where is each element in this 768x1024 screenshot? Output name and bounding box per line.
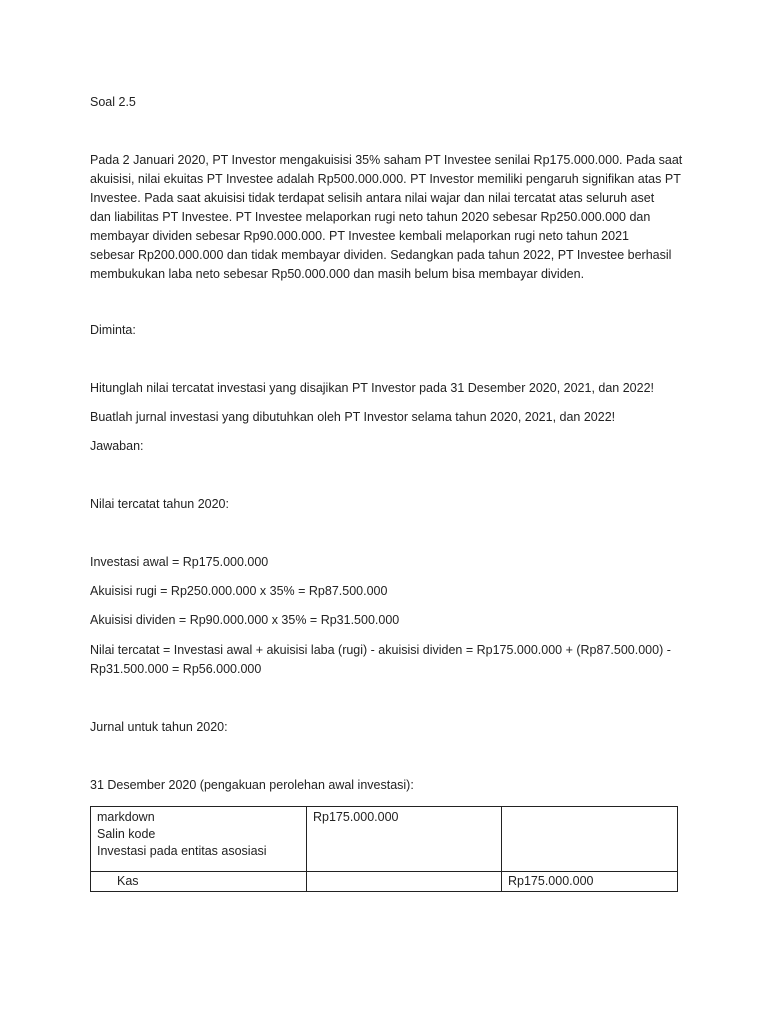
nilai-tercatat-heading: Nilai tercatat tahun 2020: [90,497,229,511]
question-line: akuisisi, nilai ekuitas PT Investee adalah Rp500.000.000. PT Investor memiliki pengaruh signifikan atas PT [90,172,681,186]
document-title: Soal 2.5 [90,95,136,109]
journal-table [90,806,678,892]
jurnal-heading: Jurnal untuk tahun 2020: [90,720,228,734]
account-cell [91,807,307,872]
calculation-line: Akuisisi dividen = Rp90.000.000 x 35% = Rp31.500.000 [90,613,400,627]
task-item: Buatlah jurnal investasi yang dibutuhkan oleh PT Investor selama tahun 2020, 2021, dan 2022! [90,410,616,424]
question-paragraph [90,151,690,284]
nilai-tercatat-formula [90,641,690,679]
journal-entry-heading: 31 Desember 2020 (pengakuan perolehan awal investasi): [90,778,414,792]
task-item: Hitunglah nilai tercatat investasi yang disajikan PT Investor pada 31 Desember 2020, 2021, dan 2022! [90,381,655,395]
credit-cell [502,807,678,872]
debit-cell [307,872,502,892]
question-line: membayar dividen sebesar Rp90.000.000. PT Investee kembali melaporkan rugi neto tahun 2021 [90,229,629,243]
question-line: Pada 2 Januari 2020, PT Investor mengakuisisi 35% saham PT Investee senilai Rp175.000.000. Pada saat [90,153,683,167]
account-cell: Kas [91,872,307,892]
question-line: dan liabilitas PT Investee. PT Investee melaporkan rugi neto tahun 2020 sebesar Rp250.000.000 dan [90,210,651,224]
formula-line: Rp31.500.000 = Rp56.000.000 [90,662,262,676]
calculation-line: Investasi awal = Rp175.000.000 [90,555,269,569]
formula-line: Nilai tercatat = Investasi awal + akuisisi laba (rugi) - akuisisi dividen = Rp175.000.000 + (Rp87.500.000) - [90,643,671,657]
credit-cell: Rp175.000.000 [502,872,678,892]
table-row [91,872,678,892]
account-line: Investasi pada entitas asosiasi [97,844,267,858]
jawaban-label: Jawaban: [90,439,144,453]
debit-cell: Rp175.000.000 [307,807,502,872]
question-line: sebesar Rp200.000.000 dan tidak membayar dividen. Sedangkan pada tahun 2022, PT Investee berhasil [90,248,672,262]
account-line: Salin kode [97,827,156,841]
calculation-line: Akuisisi rugi = Rp250.000.000 x 35% = Rp87.500.000 [90,584,388,598]
diminta-label: Diminta: [90,323,136,337]
question-line: membukukan laba neto sebesar Rp50.000.000 dan masih belum bisa membayar dividen. [90,267,585,281]
account-line: markdown [97,810,155,824]
table-row [91,807,678,872]
question-line: Investee. Pada saat akuisisi tidak terdapat selisih antara nilai wajar dan nilai tercatat atas seluruh aset [90,191,655,205]
